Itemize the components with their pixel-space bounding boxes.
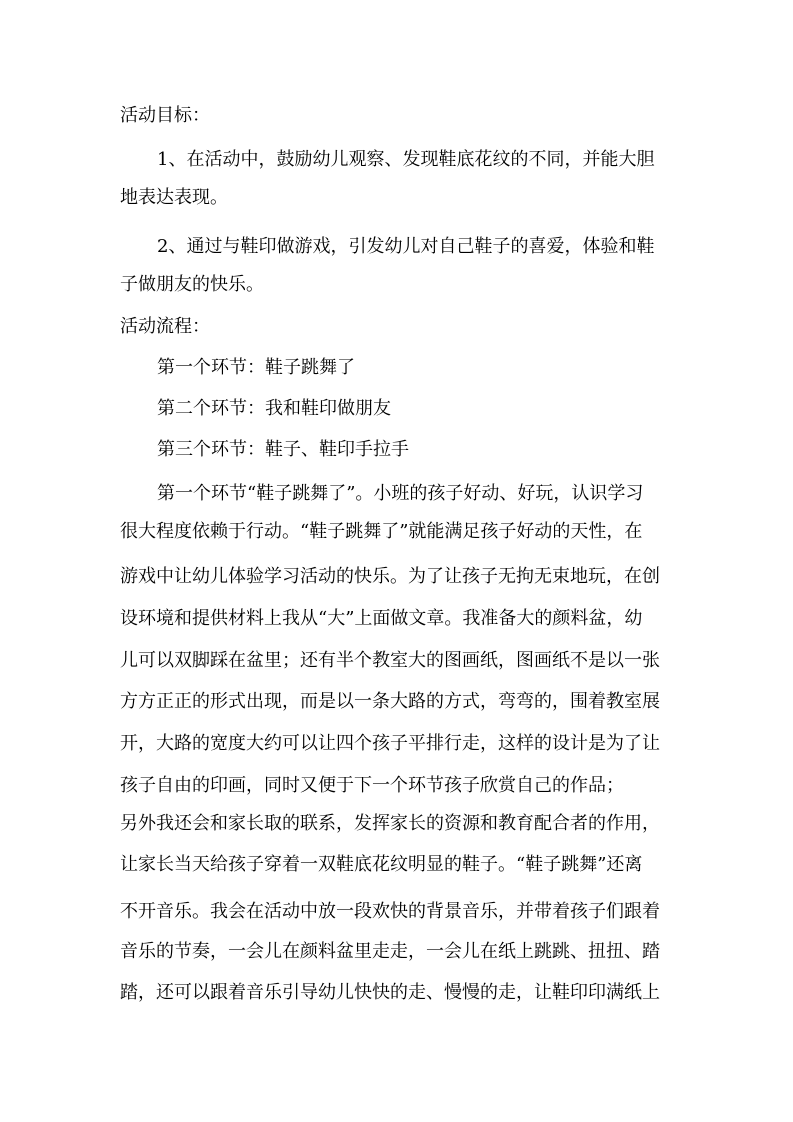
goal-1-line-1: 1、在活动中，鼓励幼儿观察、发现鞋底花纹的不同，并能大胆 (157, 149, 655, 170)
goal-2-line-2: 子做朋友的快乐。 (120, 274, 264, 295)
section-heading-process: 活动流程： (120, 316, 210, 337)
paragraph-line: 开，大路的宽度大约可以让四个孩子平排行走，这样的设计是为了让 (120, 733, 660, 754)
paragraph-line: 儿可以双脚踩在盆里；还有半个教室大的图画纸，图画纸不是以一张 (120, 650, 660, 671)
paragraph-line: 让家长当天给孩子穿着一双鞋底花纹明显的鞋子。“鞋子跳舞”还离 (120, 854, 643, 875)
process-step-2: 第二个环节：我和鞋印做朋友 (157, 398, 391, 419)
paragraph-line: 设环境和提供材料上我从“大”上面做文章。我准备大的颜料盆，幼 (120, 608, 643, 629)
paragraph-line: 踏，还可以跟着音乐引导幼儿快快的走、慢慢的走，让鞋印印满纸上 (120, 982, 660, 1003)
paragraph-line: 游戏中让幼儿体验学习活动的快乐。为了让孩子无拘无束地玩，在创 (120, 566, 660, 587)
process-step-3: 第三个环节：鞋子、鞋印手拉手 (157, 439, 409, 460)
paragraph-line: 孩子自由的印画，同时又便于下一个环节孩子欣赏自己的作品； (120, 775, 624, 796)
paragraph-line: 很大程度依赖于行动。“鞋子跳舞了”就能满足孩子好动的天性，在 (120, 521, 643, 542)
goal-1-line-2: 地表达表现。 (120, 187, 228, 208)
process-step-1: 第一个环节：鞋子跳舞了 (157, 357, 355, 378)
paragraph-line: 方方正正的形式出现，而是以一条大路的方式，弯弯的，围着教室展 (120, 691, 660, 712)
paragraph-line: 另外我还会和家长取的联系，发挥家长的资源和教育配合者的作用， (120, 813, 660, 834)
paragraph-line: 第一个环节“鞋子跳舞了”。小班的孩子好动、好玩，认识学习 (157, 483, 644, 504)
paragraph-line: 音乐的节奏，一会儿在颜料盆里走走，一会儿在纸上跳跳、扭扭、踏 (120, 941, 660, 962)
goal-2-line-1: 2、通过与鞋印做游戏，引发幼儿对自己鞋子的喜爱，体验和鞋 (157, 236, 655, 257)
paragraph-line: 不开音乐。我会在活动中放一段欢快的背景音乐，并带着孩子们跟着 (120, 901, 660, 922)
section-heading-goals: 活动目标： (120, 105, 210, 126)
